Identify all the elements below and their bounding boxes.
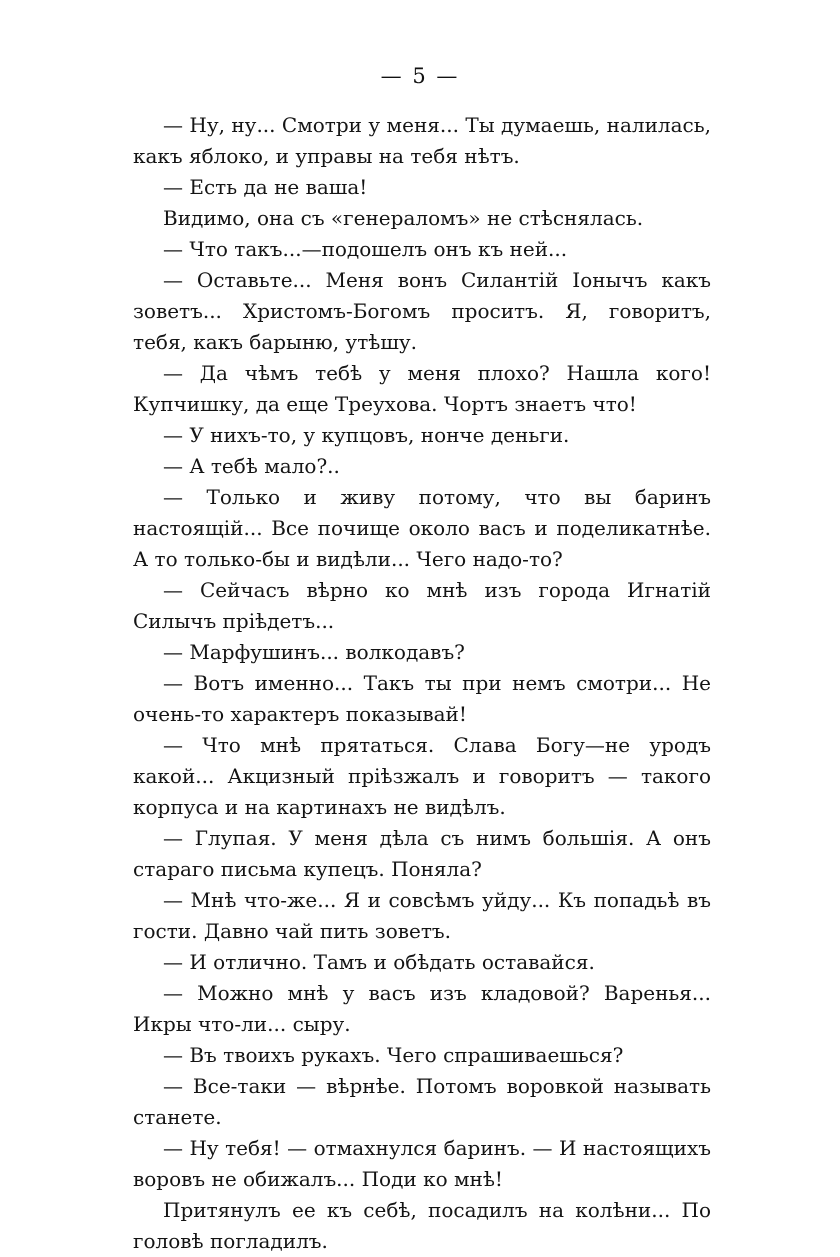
page-number: — 5 — xyxy=(380,64,460,88)
paragraph: — У нихъ-то, у купцовъ, нонче деньги. xyxy=(163,423,570,447)
paragraph: — Глупая. У меня дѣла съ нимъ большія. А онъ стараго письма купецъ. Поняла? xyxy=(133,826,711,881)
paragraph: — Марфушинъ... волкодавъ? xyxy=(163,640,465,664)
paragraph: — Ну тебя! — отмахнулся баринъ. — И настоящихъ воровъ не обижалъ... Поди ко мнѣ! xyxy=(133,1136,711,1191)
paragraph: — Вотъ именно... Такъ ты при немъ смотри... Не очень-то характеръ показывай! xyxy=(133,671,711,726)
paragraph: — Все-таки — вѣрнѣе. Потомъ воровкой называть станете. xyxy=(133,1074,711,1129)
paragraph: Видимо, она съ «генераломъ» не стѣснялась. xyxy=(163,206,644,230)
paragraph: — А тебѣ мало?.. xyxy=(163,454,340,478)
paragraph: — Только и живу потому, что вы баринъ настоящій... Все почище около васъ и поделикатнѣе. А то только-бы и видѣли... Чего надо-то? xyxy=(133,485,711,571)
paragraph: — Въ твоихъ рукахъ. Чего спрашиваешься? xyxy=(163,1043,624,1067)
paragraph: — Что такъ...—подошелъ онъ къ ней... xyxy=(163,237,568,261)
paragraph: — И отлично. Тамъ и обѣдать оставайся. xyxy=(163,950,595,974)
paragraph: — Оставьте... Меня вонъ Силантій Іонычъ какъ зоветъ... Христомъ-Богомъ проситъ. Я, говоритъ, тебя, какъ барыню, утѣшу. xyxy=(133,268,711,354)
paragraph: — Сейчасъ вѣрно ко мнѣ изъ города Игнатій Силычъ пріѣдетъ... xyxy=(133,578,711,633)
paragraph: — Есть да не ваша! xyxy=(163,175,368,199)
paragraph: — Ну, ну... Смотри у меня... Ты думаешь, налилась, какъ яблоко, и управы на тебя нѣтъ. xyxy=(133,113,711,168)
paragraph: Притянулъ ее къ себѣ, посадилъ на колѣни... По головѣ погладилъ. xyxy=(133,1198,711,1253)
paragraph: — Мнѣ что-же... Я и совсѣмъ уйду... Къ попадьѣ въ гости. Давно чай пить зоветъ. xyxy=(133,888,711,943)
page-body-text xyxy=(133,110,711,1257)
paragraph: — Да чѣмъ тебѣ у меня плохо? Нашла кого! Купчишку, да еще Треухова. Чортъ знаетъ что! xyxy=(133,361,711,416)
paragraph: — Что мнѣ прятаться. Слава Богу—не уродъ какой... Акцизный пріѣзжалъ и говоритъ — такого корпуса и на картинахъ не видѣлъ. xyxy=(133,733,711,819)
paragraph: — Можно мнѣ у васъ изъ кладовой? Варенья... Икры что-ли... сыру. xyxy=(133,981,711,1036)
